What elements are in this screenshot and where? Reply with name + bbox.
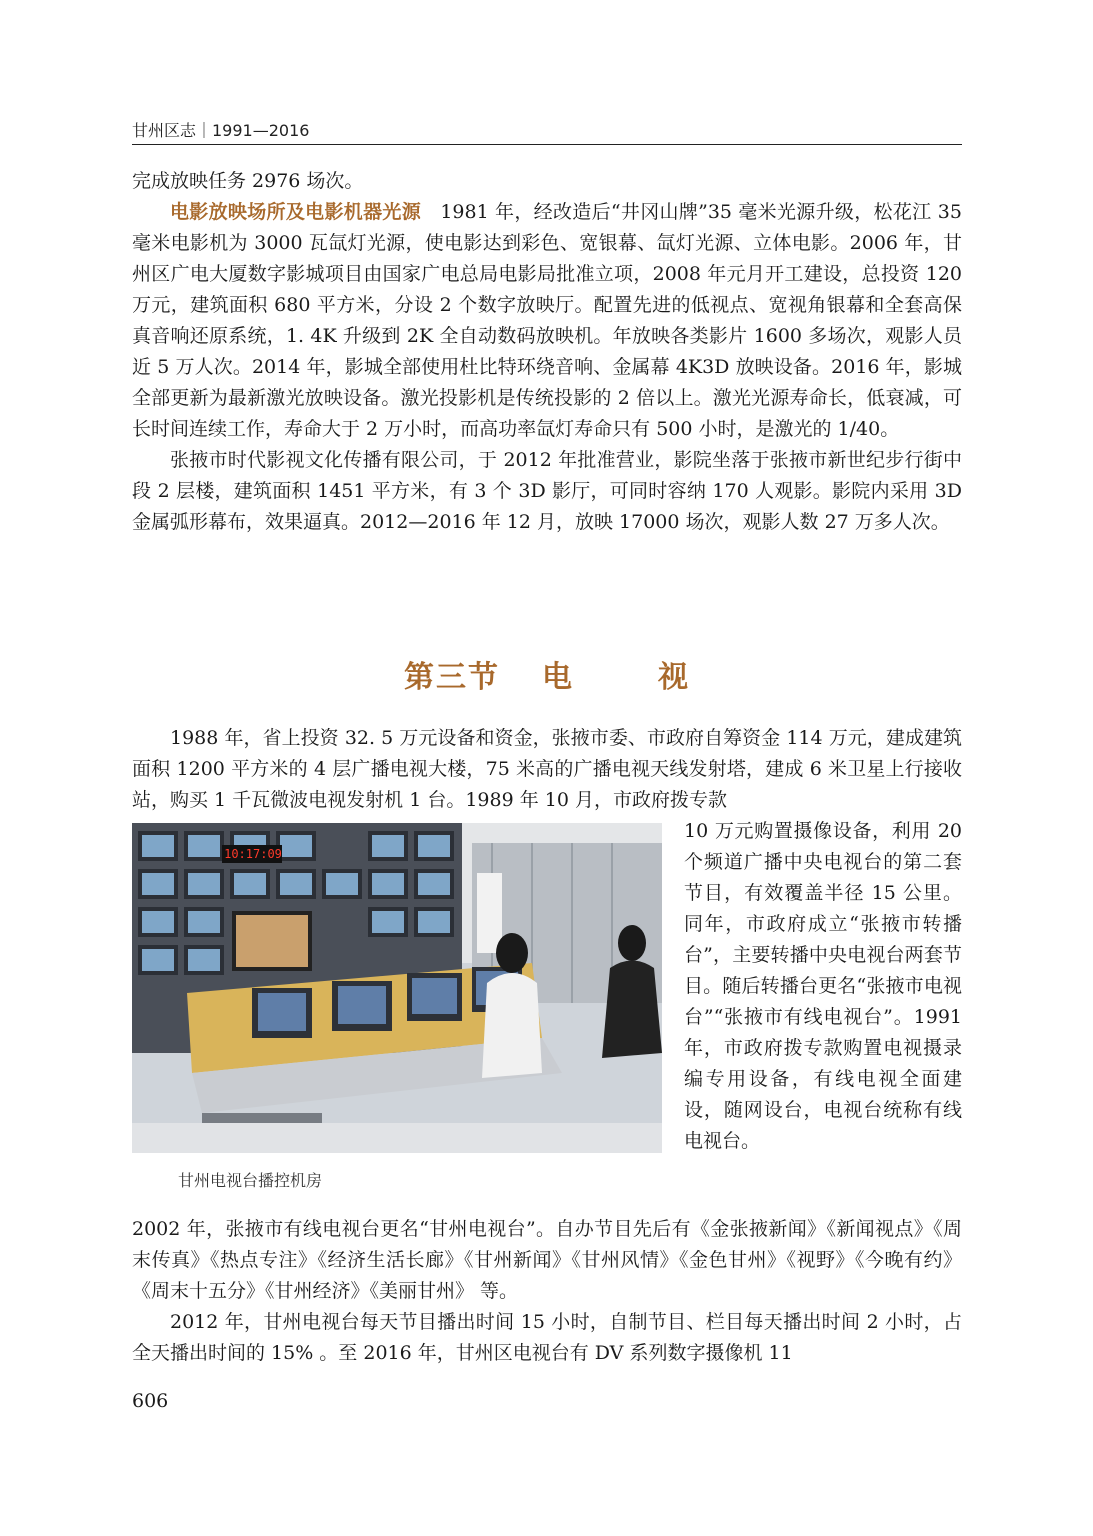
body-text-tv-intro xyxy=(132,723,962,816)
paragraph-heading: 电影放映场所及电影机器光源 xyxy=(170,201,422,223)
section-title xyxy=(132,652,962,696)
photo-illustration xyxy=(132,823,662,1153)
paragraph-tv-side: 10 万元购置摄像设备，利用 20 个频道广播中央电视台的第二套节目，有效覆盖半径 15 公里。同年，市政府成立“张掖市转播台”，主要转播中央电视台两套节目。随后转播台更名“张掖市电视台”“张掖市有线电视台”。1991 年，市政府拨专款购置电视摄录编专用设备，有线电视全面建设，随网设台，电视台统称有线电视台。 xyxy=(684,820,962,1152)
body-text-bottom xyxy=(132,1214,962,1369)
paragraph-tv-continued: 2002 年，张掖市有线电视台更名“甘州电视台”。自办节目先后有《金张掖新闻》《新闻视点》《周末传真》《热点专注》《经济生活长廊》《甘州新闻》《甘州风情》《金色甘州》《视野》《今晚有约》《周末十五分》《甘州经济》《美丽甘州》 等。 xyxy=(132,1218,962,1302)
section-title-char-1: 电 xyxy=(542,660,574,695)
side-text-column xyxy=(684,816,962,1157)
paragraph-tv-2012: 2012 年，甘州电视台每天节目播出时间 15 小时，自制节目、栏目每天播出时间 2 小时，占全天播出时间的 15% 。至 2016 年，甘州区电视台有 DV 系列数字摄像机 11 xyxy=(132,1311,962,1364)
paragraph-carryover: 完成放映任务 2976 场次。 xyxy=(132,170,364,192)
page-number: 606 xyxy=(132,1390,169,1412)
paragraph-tv-1988: 1988 年，省上投资 32. 5 万元设备和资金，张掖市委、市政府自筹资金 114 万元，建成建筑面积 1200 平方米的 4 层广播电视大楼，75 米高的广播电视天线发射塔，建成 6 米卫星上行接收站，购买 1 千瓦微波电视发射机 1 台。1989 年 10 月，市政府拨专款 xyxy=(132,727,962,811)
running-header: 甘州区志｜1991—2016 xyxy=(132,118,962,145)
control-room-photo xyxy=(132,823,662,1153)
photo-caption: 甘州电视台播控机房 xyxy=(178,1171,323,1190)
section-number: 第三节 xyxy=(404,660,500,695)
body-text-top xyxy=(132,166,962,538)
clock-display: 10:17:09 xyxy=(224,847,282,861)
section-title-char-2: 视 xyxy=(658,660,690,695)
paragraph-times-cinema: 张掖市时代影视文化传播有限公司，于 2012 年批准营业，影院坐落于张掖市新世纪步行街中段 2 层楼，建筑面积 1451 平方米，有 3 个 3D 影厅，可同时容纳 170 人观影。影院内采用 3D 金属弧形幕布，效果逼真。2012—2016 年 12 月，放映 17000 场次，观影人数 27 万多人次。 xyxy=(132,449,962,533)
paragraph-cinema xyxy=(132,197,962,445)
paragraph-cinema-body: 1981 年，经改造后“井冈山牌”35 毫米光源升级，松花江 35 毫米电影机为 3000 瓦氙灯光源，使电影达到彩色、宽银幕、氙灯光源、立体电影。2006 年，甘州区广电大厦数字影城项目由国家广电总局电影局批准立项，2008 年元月开工建设，总投资 120 万元，建筑面积 680 平方米，分设 2 个数字放映厅。配置先进的低视点、宽视角银幕和全套高保真音响还原系统，1. 4K 升级到 2K 全自动数码放映机。年放映各类影片 1600 多场次，观影人员近 5 万人次。2014 年，影城全部使用杜比特环绕音响、金属幕 4K3D 放映设备。2016 年，影城全部更新为最新激光放映设备。激光投影机是传统投影的 2 倍以上。激光光源寿命长，低衰减，可长时间连续工作，寿命大于 2 万小时，而高功率氙灯寿命只有 500 小时，是激光的 1/40。 xyxy=(132,201,962,440)
